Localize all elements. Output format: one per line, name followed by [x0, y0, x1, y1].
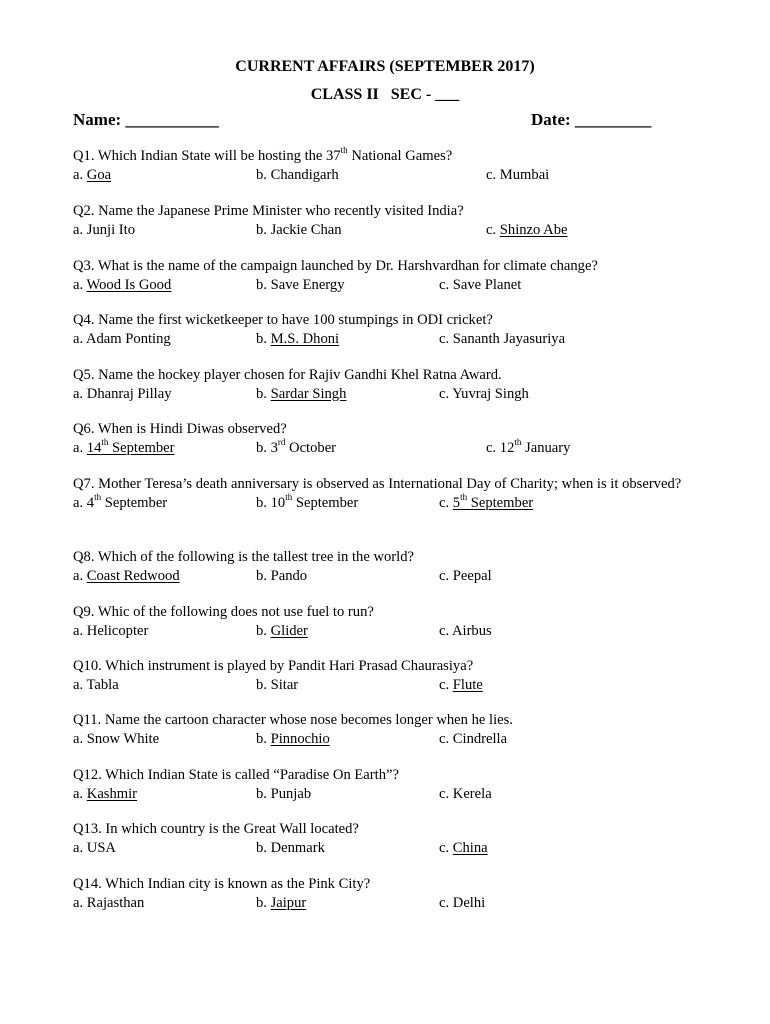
- worksheet-title: CURRENT AFFAIRS (SEPTEMBER 2017): [235, 58, 535, 75]
- option-c: c. Peepal: [439, 567, 492, 584]
- option-b: b. Chandigarh: [256, 166, 339, 183]
- option-a: a. USA: [73, 839, 116, 856]
- options-row: [73, 894, 698, 913]
- date-field-label: Date: _________: [531, 110, 652, 129]
- option-c: c. Kerela: [439, 785, 492, 802]
- options-row: [73, 221, 698, 240]
- question-10: [73, 657, 698, 694]
- option-c: c. Save Planet: [439, 276, 522, 293]
- option-b: b. 10th September: [256, 491, 359, 511]
- option-a: a. Tabla: [73, 676, 119, 693]
- option-a: a. 4th September: [73, 491, 168, 511]
- option-b: b. Save Energy: [256, 276, 345, 293]
- class-section-line: CLASS II SEC - ___: [310, 86, 460, 103]
- question-text: Q5. Name the hockey player chosen for Rajiv Gandhi Khel Ratna Award.: [73, 367, 502, 383]
- option-a: a. Kashmir: [73, 785, 138, 802]
- options-row: [73, 436, 698, 458]
- question-12: [73, 766, 698, 803]
- option-b: b. Pinnochio: [256, 730, 330, 747]
- option-b: b. Pando: [256, 567, 308, 584]
- question-6: [73, 420, 698, 457]
- options-row: [73, 166, 698, 185]
- option-a: a. 14th September: [73, 436, 175, 456]
- option-c: c. Sananth Jayasuriya: [439, 330, 566, 347]
- option-c: c. 5th September: [439, 491, 534, 511]
- question-13: [73, 820, 698, 857]
- name-field-label: Name: ___________: [73, 110, 219, 129]
- option-b: b. Jaipur: [256, 894, 307, 911]
- option-b: b. 3rd October: [256, 436, 337, 456]
- options-row: [73, 385, 698, 404]
- question-8: [73, 548, 698, 585]
- option-a: a. Junji Ito: [73, 221, 136, 238]
- option-c: c. Flute: [439, 676, 483, 693]
- option-c: c. Delhi: [439, 894, 486, 911]
- option-c: c. Yuvraj Singh: [439, 385, 529, 402]
- question-text: Q1. Which Indian State will be hosting the 37th National Games?: [73, 145, 453, 164]
- question-2: [73, 202, 698, 239]
- option-a: a. Adam Ponting: [73, 330, 171, 347]
- question-1: [73, 147, 698, 184]
- option-c: c. Shinzo Abe: [486, 221, 568, 238]
- question-14: [73, 875, 698, 912]
- question-text: Q14. Which Indian city is known as the Pink City?: [73, 876, 371, 892]
- option-b: b. Sitar: [256, 676, 299, 693]
- question-4: [73, 311, 698, 348]
- option-a: a. Coast Redwood: [73, 567, 180, 584]
- options-row: [73, 785, 698, 804]
- question-text: Q10. Which instrument is played by Pandit Hari Prasad Chaurasiya?: [73, 658, 474, 674]
- question-text: Q3. What is the name of the campaign launched by Dr. Harshvardhan for climate change?: [73, 258, 598, 274]
- question-5: [73, 366, 698, 403]
- question-11: [73, 711, 698, 748]
- option-c: c. Airbus: [439, 622, 492, 639]
- options-row: [73, 622, 698, 641]
- option-b: b. Sardar Singh: [256, 385, 347, 402]
- question-text: Q13. In which country is the Great Wall located?: [73, 821, 359, 837]
- question-text: Q8. Which of the following is the tallest tree in the world?: [73, 549, 414, 565]
- option-b: b. Jackie Chan: [256, 221, 342, 238]
- option-c: c. Cindrella: [439, 730, 508, 747]
- options-row: [73, 730, 698, 749]
- options-row: [73, 567, 698, 586]
- question-text: Q7. Mother Teresa’s death anniversary is observed as International Day of Charity; when is it observed?: [73, 476, 682, 492]
- option-b: b. Punjab: [256, 785, 312, 802]
- question-9: [73, 603, 698, 640]
- options-row: [73, 330, 698, 349]
- option-b: b. Denmark: [256, 839, 325, 856]
- options-row: [73, 491, 698, 513]
- question-text: Q12. Which Indian State is called “Paradise On Earth”?: [73, 767, 399, 783]
- question-text: Q4. Name the first wicketkeeper to have 100 stumpings in ODI cricket?: [73, 312, 493, 328]
- option-a: a. Rajasthan: [73, 894, 145, 911]
- option-a: a. Goa: [73, 166, 112, 183]
- option-a: a. Wood Is Good: [73, 276, 172, 293]
- question-3: [73, 257, 698, 294]
- question-text: Q11. Name the cartoon character whose nose becomes longer when he lies.: [73, 712, 513, 728]
- option-c: c. China: [439, 839, 488, 856]
- options-row: [73, 839, 698, 858]
- option-b: b. M.S. Dhoni: [256, 330, 340, 347]
- option-c: c. Mumbai: [486, 166, 550, 183]
- option-a: a. Snow White: [73, 730, 160, 747]
- question-7: [73, 475, 698, 512]
- options-row: [73, 676, 698, 695]
- option-a: a. Dhanraj Pillay: [73, 385, 172, 402]
- option-b: b. Glider: [256, 622, 308, 639]
- option-c: c. 12th January: [486, 436, 571, 456]
- options-row: [73, 276, 698, 295]
- question-text: Q2. Name the Japanese Prime Minister who recently visited India?: [73, 203, 464, 219]
- question-text: Q9. Whic of the following does not use fuel to run?: [73, 604, 374, 620]
- question-text: Q6. When is Hindi Diwas observed?: [73, 421, 287, 437]
- option-a: a. Helicopter: [73, 622, 149, 639]
